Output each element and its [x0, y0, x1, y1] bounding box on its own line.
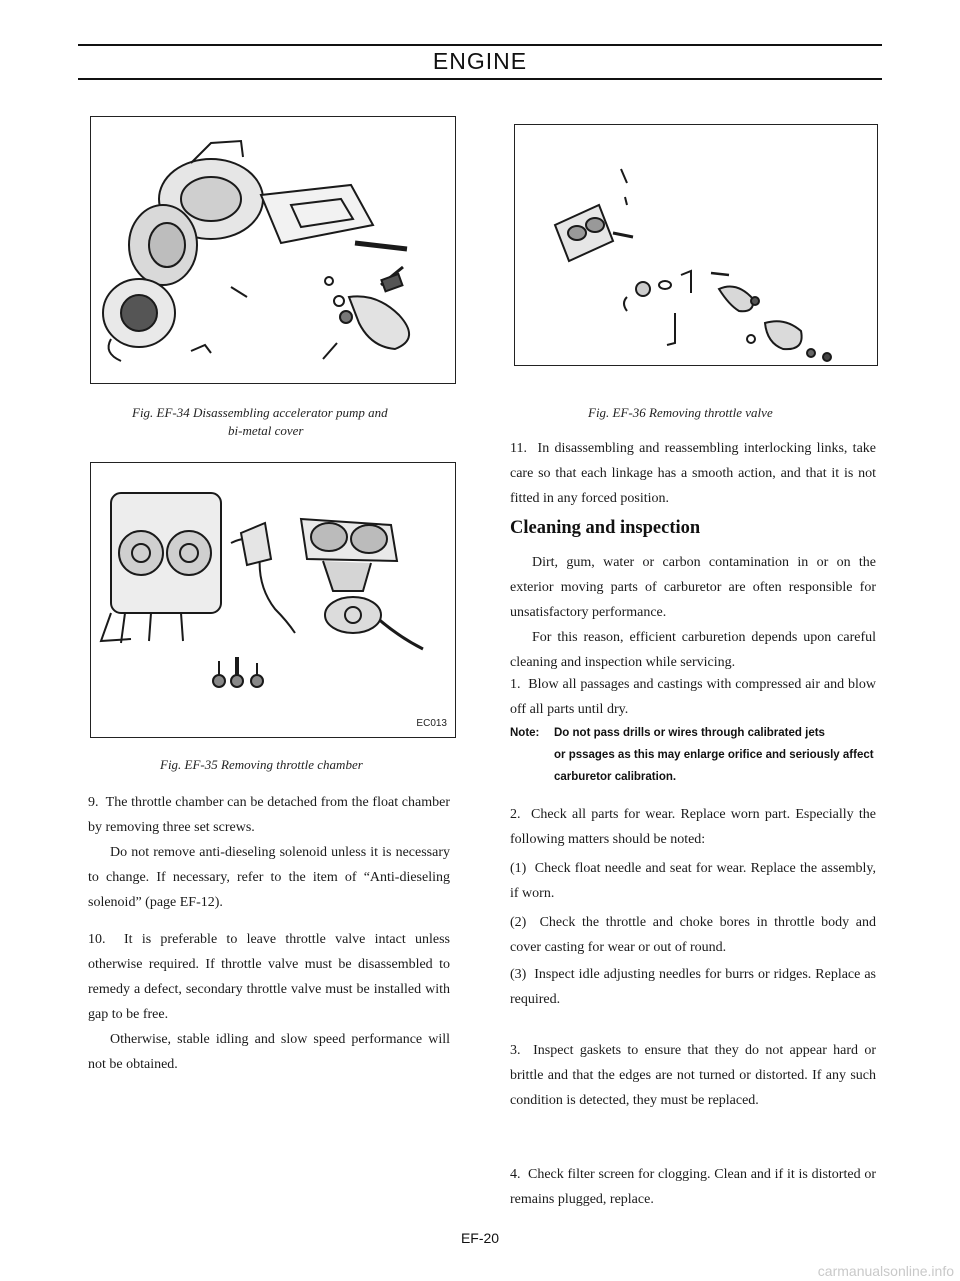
cleaning-intro [510, 550, 876, 675]
left-column-text [88, 790, 450, 1077]
cleaning-intro-paragraph-1: Dirt, gum, water or carbon contamination in or on the exterior moving parts of carburetor are often responsible for unsatisfactory performance. [510, 555, 876, 620]
figure-ef35-code: EC013 [416, 718, 447, 729]
cleaning-intro-paragraph-2: For this reason, efficient carburetion depends upon careful cleaning and inspection while servicing. [510, 630, 876, 670]
note-label: Note: [510, 727, 540, 739]
page-header-title: ENGINE [432, 48, 528, 74]
figure-ef35-illustration [91, 463, 455, 737]
cleaning-step-3: 3. Inspect gaskets to ensure that they do not appear hard or brittle and that the edges are not turned or distorted. If any such condition is detected, they must be replaced. [510, 1043, 876, 1108]
section-title-cleaning-inspection: Cleaning and inspection [510, 518, 701, 538]
figure-ef35-caption: Fig. EF-35 Removing throttle chamber [160, 757, 363, 772]
header-rule-bottom [78, 78, 882, 80]
paragraph-step-9: 9. The throttle chamber can be detached from the float chamber by removing three set screws. [88, 795, 450, 835]
figure-ef36-illustration [515, 125, 877, 365]
paragraph-step-11: 11. In disassembling and reassembling interlocking links, take care so that each linkage has a smooth action, and that it is not fitted in any forced position. [510, 441, 876, 506]
figure-ef35 [90, 462, 456, 738]
note-line-1: Do not pass drills or wires through calibrated jets [554, 727, 825, 739]
figure-ef36 [514, 124, 878, 366]
figure-ef34-illustration [91, 117, 455, 383]
figure-ef36-caption: Fig. EF-36 Removing throttle valve [588, 405, 773, 420]
note-body: or pssages as this may enlarge orifice and seriously affect carburetor calibration. [554, 749, 874, 783]
cleaning-step-2-2: (2) Check the throttle and choke bores in throttle body and cover casting for wear or out of round. [510, 915, 876, 955]
paragraph-step-10: 10. It is preferable to leave throttle valve intact unless otherwise required. If throttle valve must be disassembled to remedy a defect, secondary throttle valve must be installed with gap to be free. [88, 932, 450, 1022]
figure-ef34-caption-line1: Fig. EF-34 Disassembling accelerator pump and [132, 405, 388, 420]
header-rule-top [78, 44, 882, 46]
page-number: EF-20 [460, 1230, 500, 1246]
figure-ef34-caption-line2: bi-metal cover [228, 423, 304, 438]
paragraph-step-9-detail: Do not remove anti-dieseling solenoid unless it is necessary to change. If necessary, refer to the item of “Anti-dieseling solenoid” (page EF-12). [88, 845, 450, 910]
cleaning-step-2-3: (3) Inspect idle adjusting needles for burrs or ridges. Replace as required. [510, 967, 876, 1007]
figure-ef34 [90, 116, 456, 384]
watermark-text: carmanualsonline.info [817, 1263, 954, 1279]
cleaning-step-2: 2. Check all parts for wear. Replace worn part. Especially the following matters should be noted: [510, 807, 876, 847]
cleaning-step-1: 1. Blow all passages and castings with compressed air and blow off all parts until dry. [510, 677, 876, 717]
paragraph-step-10-detail: Otherwise, stable idling and slow speed performance will not be obtained. [88, 1032, 450, 1072]
note-block [510, 722, 880, 788]
cleaning-step-4: 4. Check filter screen for clogging. Clean and if it is distorted or remains plugged, replace. [510, 1167, 876, 1207]
cleaning-step-2-1: (1) Check float needle and seat for wear. Replace the assembly, if worn. [510, 861, 876, 901]
